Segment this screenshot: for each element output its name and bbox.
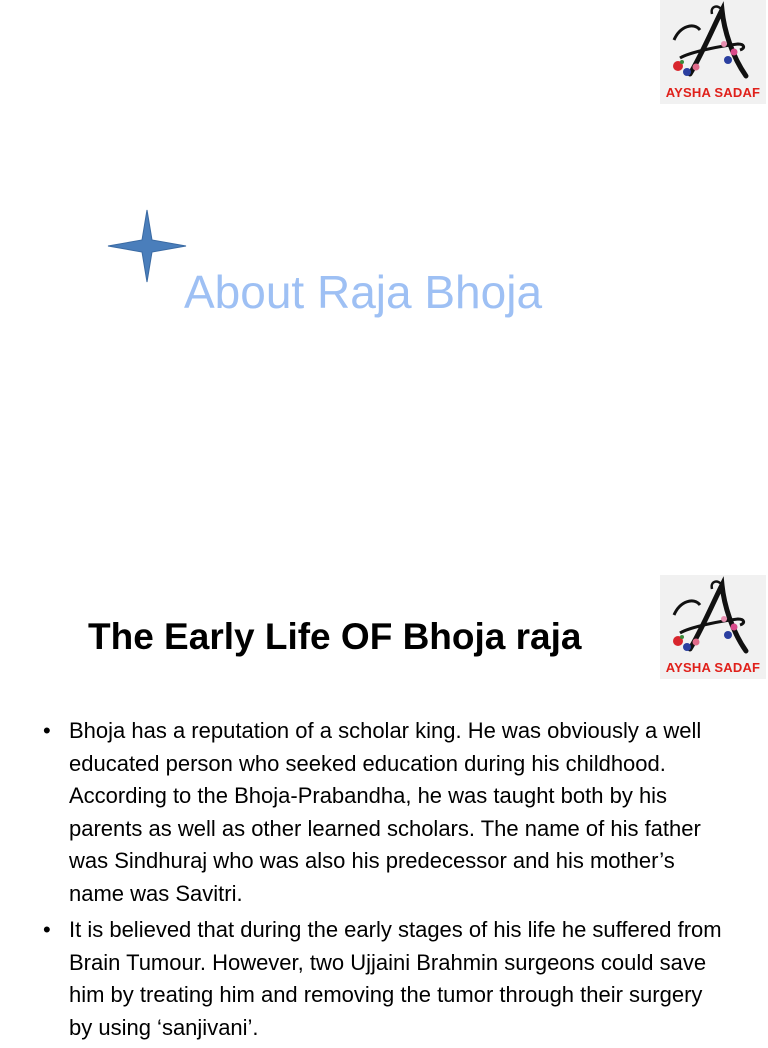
bullet-marker: • — [43, 917, 51, 942]
bullet-text: It is believed that during the early stages of his life he suffered from Brain Tumour. However, two Ujjaini Brahmin surgeons could save him by treating him and removing the tumor through their surgery by using ‘sanjivani’. — [69, 917, 722, 1040]
bullet-item — [40, 914, 730, 1044]
brand-name: AYSHA SADAF — [665, 85, 761, 100]
bullet-text: Bhoja has a reputation of a scholar king. He was obviously a well educated person who seeked education during his childhood. According to the Bhoja-Prabandha, he was taught both by his parents as well as other learned scholars. The name of his father was Sindhuraj who was also his predecessor and his mother’s name was Savitri. — [69, 718, 702, 906]
slide-title: The Early Life OF Bhoja raja — [88, 616, 582, 657]
slide-early-life — [0, 570, 768, 1040]
brand-logo — [660, 0, 766, 104]
brand-logo — [660, 575, 766, 679]
bullet-item — [40, 715, 730, 910]
slide-title: About Raja Bhoja — [184, 266, 543, 318]
four-point-star-icon — [106, 208, 188, 284]
floral-letter-a-logo-icon — [660, 575, 766, 661]
brand-name: AYSHA SADAF — [665, 660, 761, 675]
bullet-list — [40, 715, 730, 1048]
floral-letter-a-logo-icon — [660, 0, 766, 86]
bullet-marker: • — [43, 718, 51, 743]
